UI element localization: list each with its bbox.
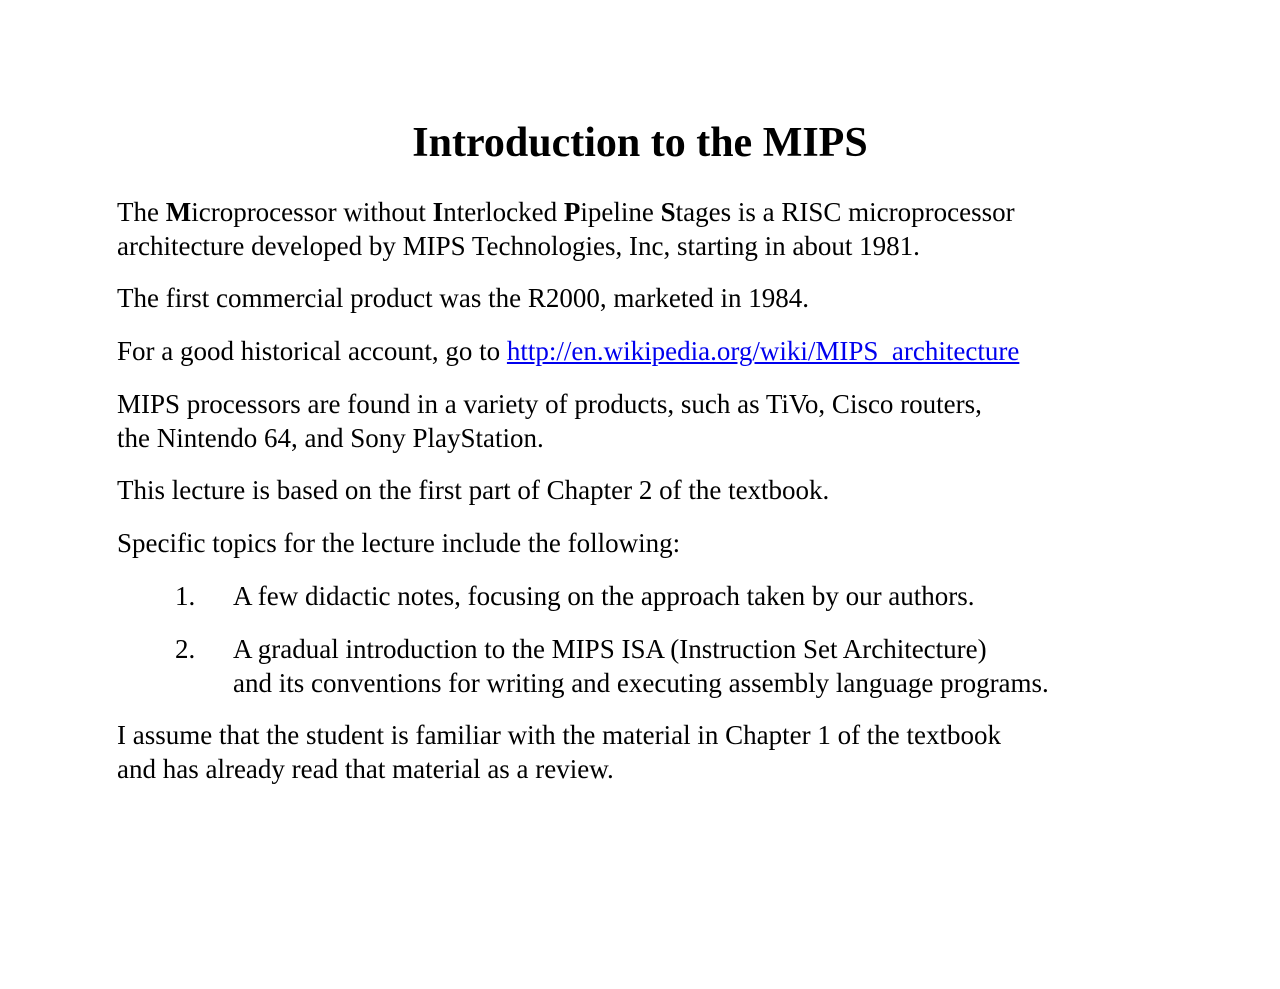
- acronym-letter-p: P: [563, 197, 581, 227]
- list-item-text: A gradual introduction to the MIPS ISA (Instruction Set Architecture) and its conventions for writing and executing assembly language programs.: [233, 634, 1049, 698]
- lecture-basis-paragraph: This lecture is based on the first part of Chapter 2 of the textbook.: [117, 475, 830, 505]
- acronym-letter-i: I: [432, 197, 444, 227]
- list-item-number: 1.: [175, 581, 196, 611]
- wikipedia-link[interactable]: http://en.wikipedia.org/wiki/MIPS_architecture: [506, 336, 1020, 366]
- assumption-paragraph: [117, 718, 1001, 786]
- first-product-paragraph: The first commercial product was the R2000, marketed in 1984.: [117, 283, 810, 313]
- mips-definition-line-2: architecture developed by MIPS Technologies, Inc, starting in about 1981.: [117, 231, 920, 261]
- list-item-text: A few didactic notes, focusing on the approach taken by our authors.: [233, 581, 975, 611]
- products-line-2: the Nintendo 64, and Sony PlayStation.: [117, 423, 544, 453]
- list-item-number: 2.: [175, 634, 196, 664]
- page-title: Introduction to the MIPS: [412, 120, 868, 166]
- mips-definition-line-1: The Microprocessor without Interlocked Pipeline Stages is a RISC microprocessor: [117, 197, 1015, 227]
- products-line-1: MIPS processors are found in a variety of products, such as TiVo, Cisco routers,: [117, 389, 982, 419]
- assumption-line-1: I assume that the student is familiar with the material in Chapter 1 of the textbook: [117, 720, 1002, 750]
- mips-definition-paragraph: [117, 195, 1015, 263]
- assumption-line-2: and has already read that material as a review.: [117, 754, 614, 784]
- acronym-letter-m: M: [165, 197, 192, 227]
- acronym-letter-s: S: [660, 197, 676, 227]
- topics-intro-paragraph: Specific topics for the lecture include the following:: [117, 528, 681, 558]
- historical-account-paragraph: For a good historical account, go to http://en.wikipedia.org/wiki/MIPS_architecture: [117, 336, 1020, 366]
- products-paragraph: [117, 387, 982, 455]
